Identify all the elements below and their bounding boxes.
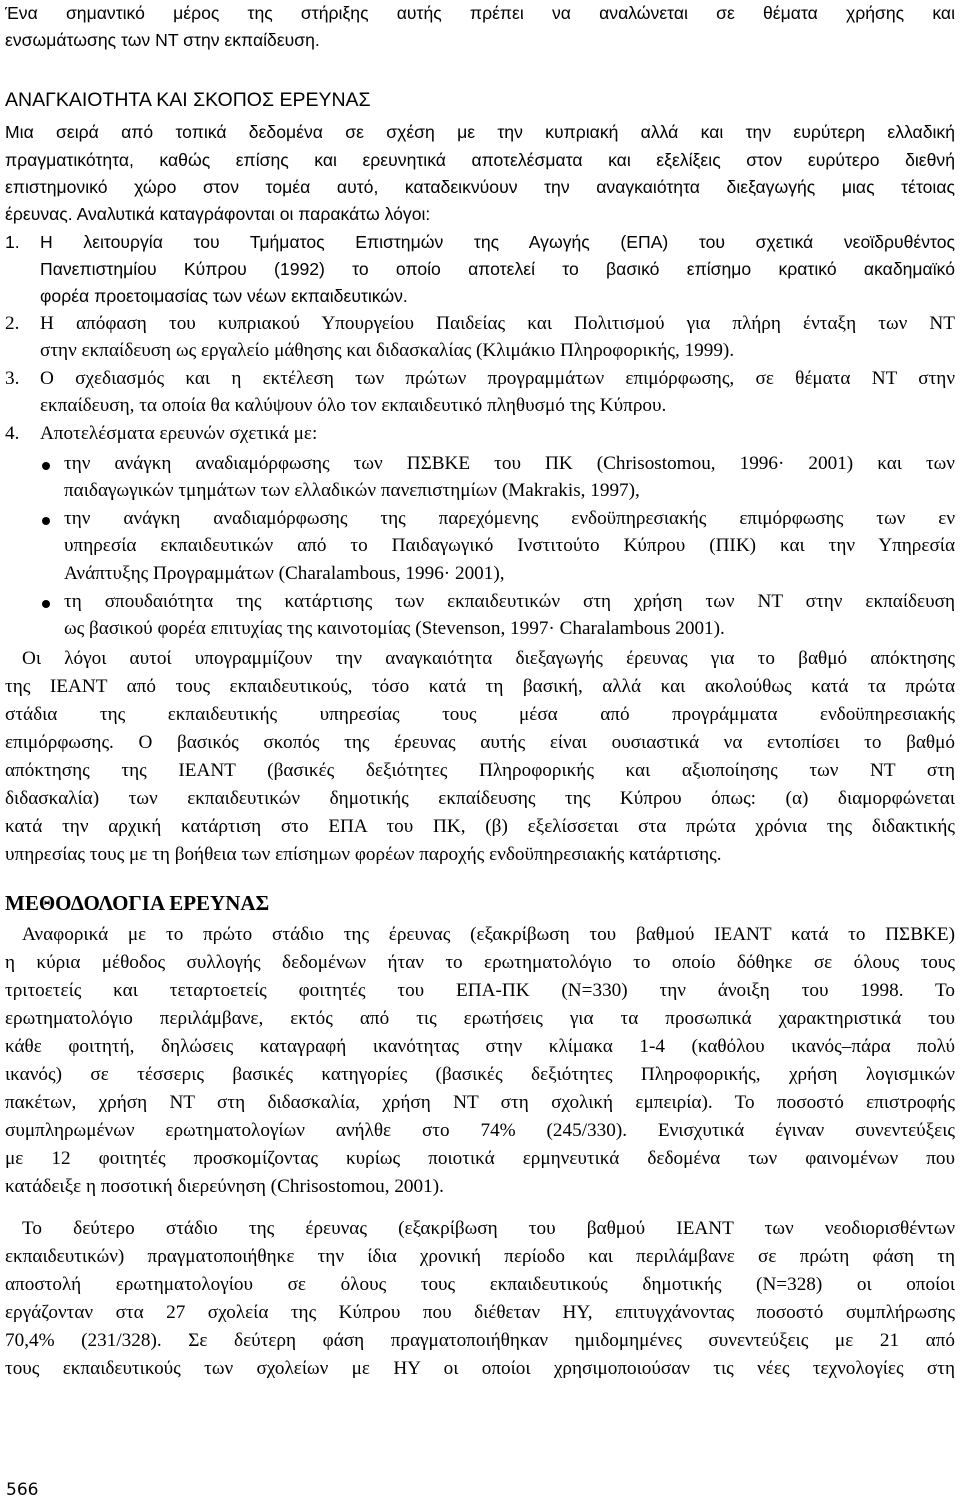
list-item-line: Η λειτουργία του Τμήματος Επιστημών της Αγωγής (ΕΠΑ) του σχετικά νεοϊδρυθέντος: [40, 232, 955, 252]
intro-line: ενσωμάτωσης των ΝΤ στην εκπαίδευση.: [5, 30, 320, 50]
list-item-line: Η απόφαση του κυπριακού Υπουργείου Παιδείας και Πολιτισμού για πλήρη ένταξη των ΝΤ: [40, 313, 955, 334]
bullet-icon: [42, 517, 50, 525]
body-line: ικανός) σε τέσσερις βασικές κατηγορίες (βασικές δεξιότητες Πληροφορικής, χρήση λογισμικών: [5, 1064, 955, 1085]
bullet-line: υπηρεσία εκπαιδευτικών από το Παιδαγωγικό Ινστιτούτο Κύπρου (ΠΙΚ) και την Υπηρεσία: [64, 535, 955, 556]
body-line: έρευνας. Αναλυτικά καταγράφονται οι παρακάτω λόγοι:: [5, 204, 431, 224]
body-line: τους εκπαιδευτικούς των σχολείων με ΗΥ οι οποίοι χρησιμοποιούσαν τις νέες τεχνολογίες στη: [5, 1358, 955, 1379]
bullet-icon: [42, 462, 50, 470]
body-line: συμπληρωμένων ερωτηματολογίων ανήλθε στο 74% (245/330). Ενισχυτικά έγιναν συνεντεύξεις: [5, 1120, 955, 1141]
list-item-line: εκπαίδευση, τα οποία θα καλύψουν όλο τον εκπαιδευτικό πληθυσμό της Κύπρου.: [40, 395, 667, 416]
page-number: 566: [6, 1480, 39, 1500]
body-line: με 12 φοιτητές προσκομίζοντας κυρίως ποιοτικά ερμηνευτικά δεδομένα των φαινομένων που: [5, 1148, 955, 1169]
section-heading-necessity: ΑΝΑΓΚΑΙΟΤΗΤΑ ΚΑΙ ΣΚΟΠΟΣ ΕΡΕΥΝΑΣ: [5, 89, 371, 111]
list-item-line: Αποτελέσματα ερευνών σχετικά με:: [40, 423, 318, 444]
body-line: εργάζονταν στα 27 σχολεία της Κύπρου που διέθεταν ΗΥ, επιτυγχάνοντας ποσοστό συμπλήρωσης: [5, 1302, 955, 1323]
body-line: η κύρια μέθοδος συλλογής δεδομένων ήταν το ερωτηματολόγιο το οποίο δόθηκε σε όλους τους: [5, 952, 955, 973]
list-item-line: στην εκπαίδευση ως εργαλείο μάθησης και διδασκαλίας (Κλιμάκιο Πληροφορικής, 1999).: [40, 340, 735, 361]
body-line: επιμόρφωσης. Ο βασικός σκοπός της έρευνας αυτής είναι ουσιαστικά να εντοπίσει το βαθμό: [5, 732, 955, 753]
bullet-line: την ανάγκη αναδιαμόρφωσης της παρεχόμενης ενδοϋπηρεσιακής επιμόρφωσης των εν: [64, 508, 955, 529]
body-line: στάδια της εκπαιδευτικής υπηρεσίας τους μέσα από προγράμματα ενδοϋπηρεσιακής: [5, 704, 955, 725]
body-line: κάθε φοιτητή, δηλώσεις καταγραφή ικανότητας στην κλίμακα 1-4 (καθόλου ικανός–πάρα πολύ: [5, 1036, 955, 1057]
list-number: 1.: [5, 232, 20, 252]
body-line: ερωτηματολόγιο περιλάμβανε, εκτός από τις ερωτήσεις για τα προσωπικά χαρακτηριστικά του: [5, 1008, 955, 1029]
list-item-line: φορέα προετοιμασίας των νέων εκπαιδευτικών.: [40, 286, 408, 306]
body-line: Οι λόγοι αυτοί υπογραμμίζουν την αναγκαιότητα διεξαγωγής έρευνας για το βαθμό απόκτησης: [22, 648, 955, 669]
body-line: κατάδειξε η ποσοτική διερεύνηση (Chrisostomou, 2001).: [5, 1176, 444, 1197]
list-number: 3.: [5, 368, 20, 389]
bullet-line: τη σπουδαιότητα της κατάρτισης των εκπαιδευτικών στη χρήση των ΝΤ στην εκπαίδευση: [64, 591, 955, 612]
body-line: 70,4% (231/328). Σε δεύτερη φάση πραγματοποιήθηκαν ημιδομημένες συνεντεύξεις με 21 από: [5, 1330, 955, 1351]
body-line: διδασκαλία) των εκπαιδευτικών δημοτικής εκπαίδευσης της Κύπρου όπως: (α) διαμορφώνεται: [5, 788, 955, 809]
body-line: υπηρεσίας τους με τη βοήθεια των επίσημων φορέων παροχής ενδοϋπηρεσιακής κατάρτισης.: [5, 844, 722, 865]
body-line: πακέτων, χρήση ΝΤ στη διδασκαλία, χρήση ΝΤ στη σχολική εμπειρία). Το ποσοστό επιστροφής: [5, 1092, 955, 1113]
body-line: Το δεύτερο στάδιο της έρευνας (εξακρίβωση του βαθμού ΙΕΑΝΤ των νεοδιορισθέντων: [22, 1218, 955, 1239]
bullet-line: παιδαγωγικών τμημάτων των ελλαδικών πανεπιστημίων (Makrakis, 1997),: [64, 480, 640, 501]
section-heading-methodology: ΜΕΘΟΔΟΛΟΓΙΑ ΕΡΕΥΝΑΣ: [5, 891, 270, 915]
bullet-line: ως βασικού φορέα επιτυχίας της καινοτομίας (Stevenson, 1997· Charalambous 2001).: [64, 618, 725, 639]
body-line: επιστημονικό χώρο στον τομέα αυτό, καταδεικνύουν την αναγκαιότητα διεξαγωγής μιας τέτοιας: [5, 177, 955, 197]
list-number: 4.: [5, 423, 20, 444]
bullet-icon: [42, 600, 50, 608]
list-item-line: Ο σχεδιασμός και η εκτέλεση των πρώτων προγραμμάτων επιμόρφωσης, σε θέματα ΝΤ στην: [40, 368, 955, 389]
intro-line: Ένα σημαντικό μέρος της στήριξης αυτής πρέπει να αναλώνεται σε θέματα χρήσης και: [5, 3, 955, 23]
body-line: της ΙΕΑΝΤ από τους εκπαιδευτικούς, τόσο κατά τη βασική, αλλά και ακολούθως κατά τα πρώτα: [5, 676, 955, 697]
body-line: τριτοετείς και τεταρτοετείς φοιτητές του ΕΠΑ-ΠΚ (Ν=330) την άνοιξη του 1998. Το: [5, 980, 955, 1001]
body-line: αποστολή ερωτηματολογίου σε όλους τους εκπαιδευτικούς δημοτικής (Ν=328) οι οποίοι: [5, 1274, 955, 1295]
body-line: κατά την αρχική κατάρτιση στο ΕΠΑ του ΠΚ, (β) εξελίσσεται στα πρώτα χρόνια της διδακτικής: [5, 816, 955, 837]
bullet-line: Ανάπτυξης Προγραμμάτων (Charalambous, 1996· 2001),: [64, 563, 505, 584]
body-line: πραγματικότητα, καθώς επίσης και ερευνητικά αποτελέσματα και εξελίξεις στον ευρύτερο διεθνή: [5, 150, 955, 170]
body-line: απόκτησης της ΙΕΑΝΤ (βασικές δεξιότητες Πληροφορικής και αξιοποίησης των ΝΤ στη: [5, 760, 955, 781]
body-line: Αναφορικά με το πρώτο στάδιο της έρευνας (εξακρίβωση του βαθμού ΙΕΑΝΤ κατά το ΠΣΒΚΕ): [22, 924, 955, 945]
bullet-line: την ανάγκη αναδιαμόρφωσης των ΠΣΒΚΕ του ΠΚ (Chrisostomou, 1996· 2001) και των: [64, 453, 955, 474]
list-number: 2.: [5, 313, 20, 334]
body-line: εκπαιδευτικών) πραγματοποιήθηκε την ίδια χρονική περίοδο και περιλάμβανε σε πρώτη φάση τη: [5, 1246, 955, 1267]
body-line: Μια σειρά από τοπικά δεδομένα σε σχέση με την κυπριακή αλλά και την ευρύτερη ελλαδική: [5, 122, 955, 142]
list-item-line: Πανεπιστημίου Κύπρου (1992) το οποίο αποτελεί το βασικό επίσημο κρατικό ακαδημαϊκό: [40, 259, 955, 279]
